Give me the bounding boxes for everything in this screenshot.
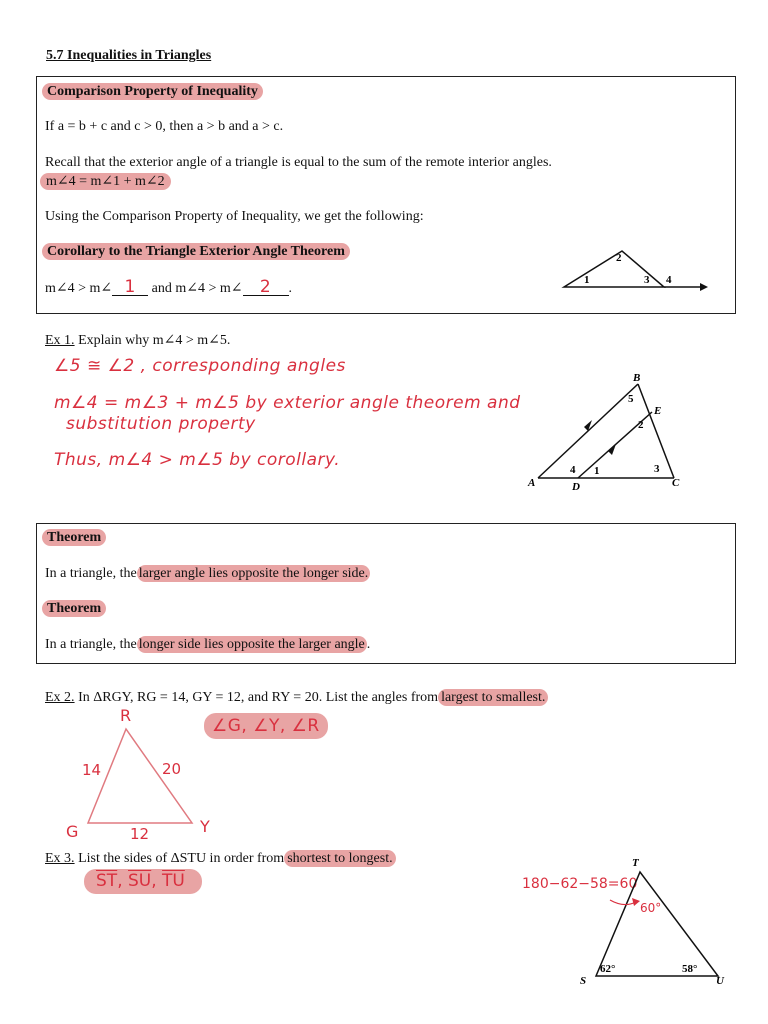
ex2-vertex-R: R [120,706,132,725]
fill-prefix: m∠4 > m∠ [45,281,113,296]
fig2-angle-1: 1 [594,465,600,477]
ex3-answer-TU: $\overline{TU}$ [162,871,185,891]
comparison-heading-wrap [42,84,263,100]
fig1-angle-3: 3 [644,274,650,286]
ex1-label: Ex 1. [45,333,75,348]
fig1-angle-4: 4 [666,274,672,286]
ex1-handwriting-3: substitution property [66,414,256,434]
ex2-vertex-G: G [66,822,79,841]
ex1-handwriting-2: m∠4 = m∠3 + m∠5 by exterior angle theorem and [54,393,521,413]
ex2-vertex-Y: Y [200,817,210,836]
theorem1-heading: Theorem [42,529,106,546]
answer-2: 2 [259,277,272,297]
theorem1-text [45,566,370,582]
fig2-point-C: C [672,477,680,489]
corollary-heading: Corollary to the Triangle Exterior Angle Theorem [42,243,350,260]
blank-2 [243,277,289,297]
fig2-angle-5: 5 [628,393,634,405]
ex2-triangle [60,705,230,850]
ex1-prompt-line [45,332,230,349]
ex3-answer: $\overline{ST}$, $\overline{SU}$, $\overline{TU}$ [96,871,185,891]
theorem2-text [45,637,370,653]
fig2-angle-3: 3 [654,463,660,475]
fill-end: . [288,281,292,296]
exterior-angle-figure [560,245,710,295]
ex3-prompt: List the sides of ΔSTU in order from [78,851,285,866]
fig2-point-A: A [528,477,536,489]
ex2-label: Ex 2. [45,690,75,705]
fig1-angle-1: 1 [584,274,590,286]
ex3-calculation: 180−62−58=60 [522,876,638,892]
corollary-fill-line [45,277,292,297]
ex3-angle-U: 58° [682,963,698,975]
angle-sum-equation: m∠4 = m∠1 + m∠2 [40,173,171,190]
ex2-prompt-line [45,690,548,706]
fig2-point-B: B [633,372,641,384]
ex2-prompt: In ΔRGY, RG = 14, GY = 12, and RY = 20. List the angles from [78,690,439,705]
theorem2-end: . [366,637,371,652]
ex1-handwriting-1: ∠5 ≅ ∠2 , corresponding angles [54,356,346,376]
ex3-angle-T: 60° [640,901,662,915]
ex3-vertex-S: S [580,975,587,987]
answer-1: 1 [124,277,136,297]
fill-mid: and m∠4 > m∠ [151,281,243,296]
fig2-angle-4: 4 [570,464,576,476]
ex3-prompt-highlight: shortest to longest. [284,850,395,867]
fig1-angle-2: 2 [616,252,622,264]
angle-sum-wrap [40,173,171,190]
fig2-angle-2: 2 [638,419,644,431]
ex2-side-GY: 12 [130,825,150,843]
ex2-side-RG: 14 [82,761,102,779]
ex3-label: Ex 3. [45,851,75,866]
theorem2-highlight: longer side lies opposite the larger angle [138,637,365,652]
recall-text: Recall that the exterior angle of a triangle is equal to the sum of the remote interior angles. [45,155,552,170]
theorem1-prefix: In a triangle, the [45,566,137,581]
property-statement: If a = b + c and c > 0, then a > b and a > c. [45,119,284,134]
page-title: 5.7 Inequalities in Triangles [46,48,212,63]
ex3-prompt-line [45,851,396,867]
theorem2-heading-wrap [42,601,106,617]
ex1-handwriting-4: Thus, m∠4 > m∠5 by corollary. [54,450,341,470]
blank-1 [112,277,148,297]
ex2-answer: ∠G, ∠Y, ∠R [212,716,320,736]
ex3-vertex-T: T [632,857,639,869]
theorem1-heading-wrap [42,530,106,546]
fig2-point-E: E [654,405,662,417]
fig2-point-D: D [572,481,580,493]
using-text: Using the Comparison Property of Inequality, we get the following: [45,209,424,224]
ex3-answer-ST: $\overline{ST}$ [96,871,118,891]
comparison-heading: Comparison Property of Inequality [42,83,263,100]
ex1-prompt: Explain why m∠4 > m∠5. [78,333,231,348]
ex3-vertex-U: U [716,975,724,987]
ex1-figure [520,370,700,495]
theorem1-highlight: larger angle lies opposite the longer side. [138,566,369,581]
ex2-side-RY: 20 [162,760,182,778]
ex3-answer-SU: $\overline{SU}$ [128,871,152,891]
theorem2-prefix: In a triangle, the [45,637,137,652]
ex2-prompt-highlight: largest to smallest. [438,689,548,706]
ex3-triangle [570,850,740,990]
theorem2-heading: Theorem [42,600,106,617]
corollary-wrap [42,244,350,260]
ex3-angle-S: 62° [600,963,616,975]
